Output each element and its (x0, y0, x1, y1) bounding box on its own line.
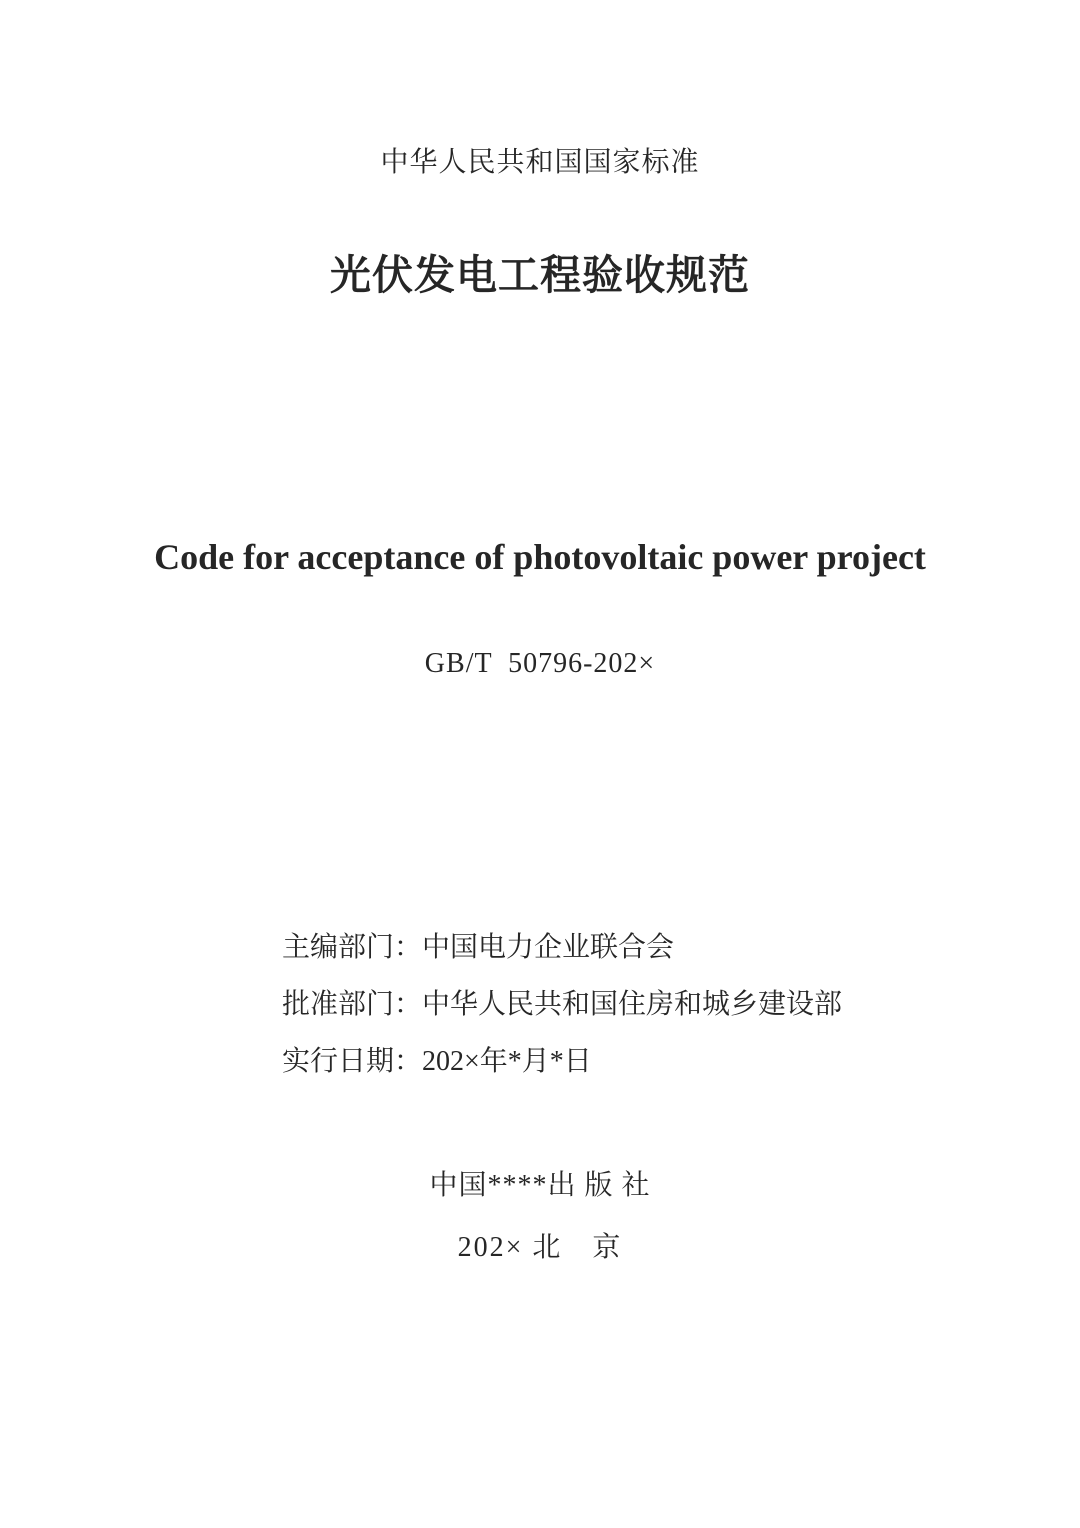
approval-department-line: 批准部门：中华人民共和国住房和城乡建设部 (282, 989, 843, 1020)
implementation-date-line: 实行日期：202×年*月*日 (282, 1046, 592, 1077)
info-block (282, 934, 842, 1076)
chief-editor-department-line: 主编部门：中国电力企业联合会 (282, 932, 675, 963)
publisher-line: 中国****出 版 社 (429, 1170, 651, 1201)
title-chinese: 光伏发电工程验收规范 (330, 252, 750, 298)
standard-number: GB/T 50796-202× (424, 648, 656, 679)
year-city-line: 202× 北 京 (457, 1232, 623, 1263)
title-english: Code for acceptance of photovoltaic power project (154, 537, 926, 577)
national-standard-header: 中华人民共和国国家标准 (380, 147, 700, 178)
